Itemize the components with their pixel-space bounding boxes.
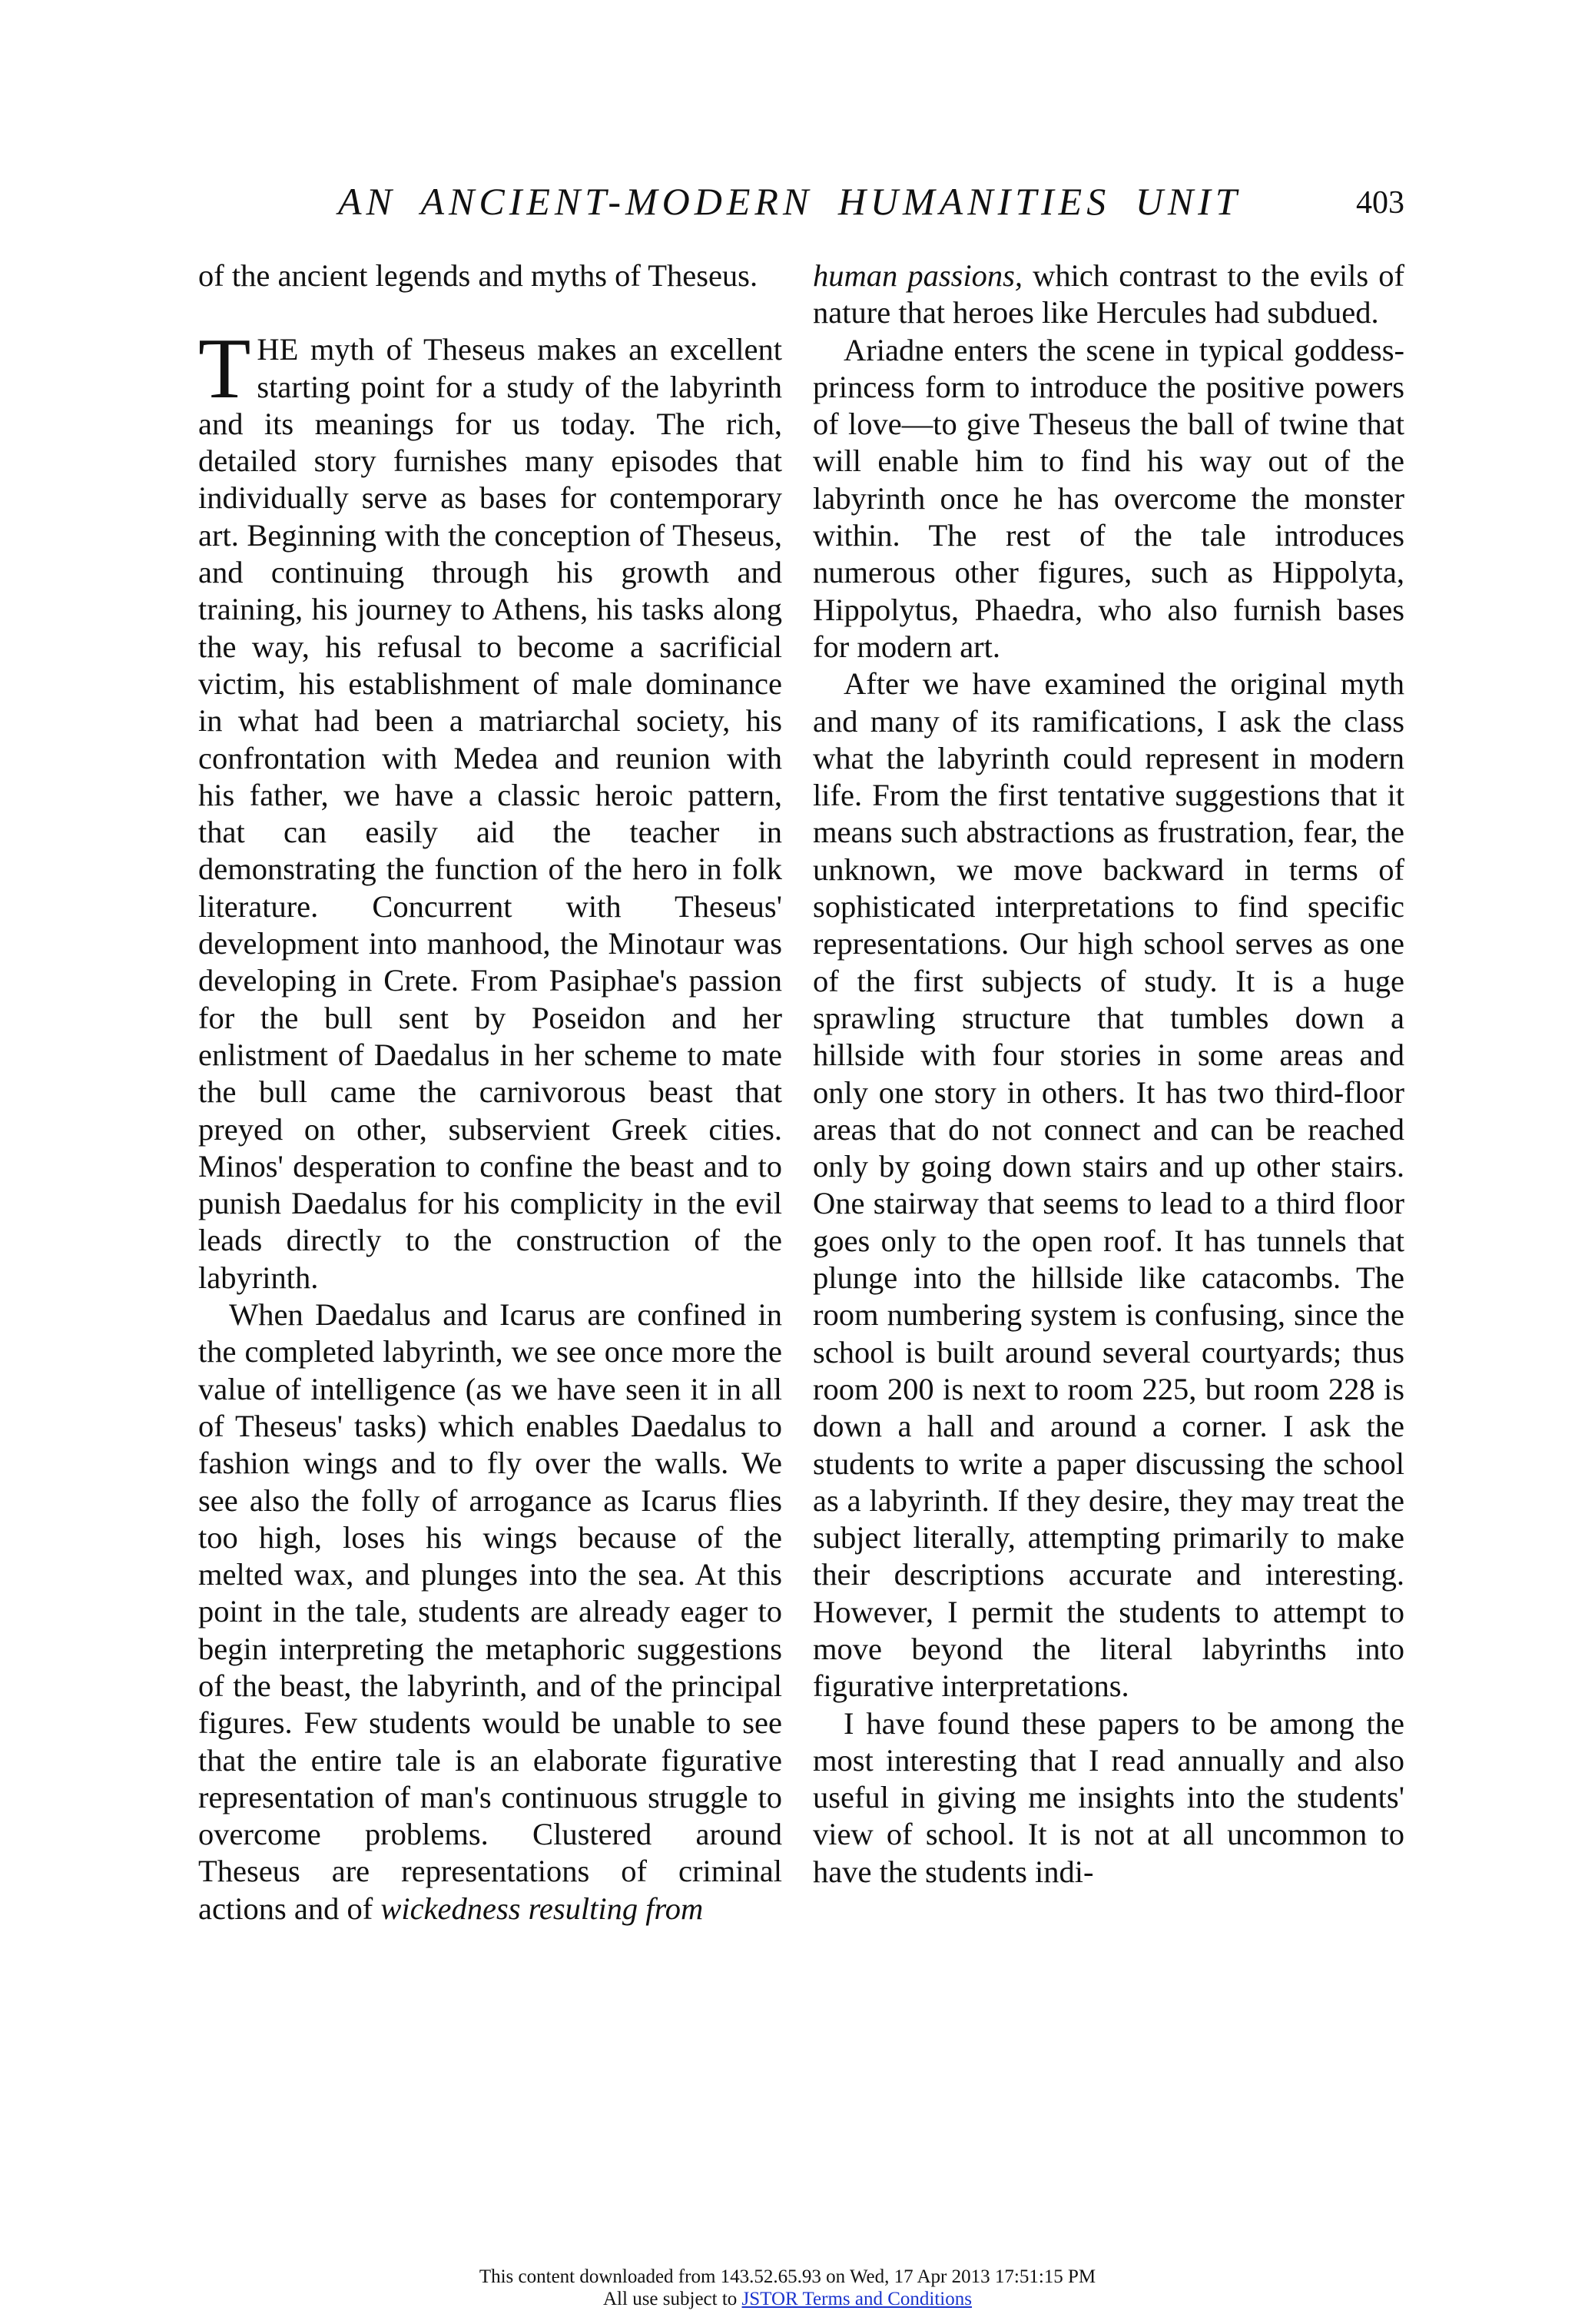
left-paragraph-3-italic: wickedness resulting from — [380, 1891, 704, 1926]
left-column — [198, 257, 782, 1927]
right-paragraph-3: After we have examined the original myth and many of its ramifications, I ask the class what the labyrinth could represent in modern life. From the first tentative suggestions that it means such abstractions as frustration, fear, the unknown, we move backward in terms of sophisticated interpretations to find specific representations. Our high school serves as one of the first subjects of study. It is a huge sprawling structure that tumbles down a hillside with four stories in some areas and only one story in others. It has two third-floor areas that do not connect and can be reached only by going down stairs and up other stairs. One stairway that seems to lead to a third floor goes only to the open roof. It has tunnels that plunge into the hillside like catacombs. The room numbering system is confusing, since the school is built around several courtyards; thus room 200 is next to room 225, but room 228 is down a hall and around a corner. I ask the students to write a paper discussing the school as a labyrinth. If they desire, they may treat the subject literally, attempting primarily to make their descriptions accurate and interesting. However, I permit the students to attempt to move beyond the literal labyrinths into figurative interpretations. — [813, 666, 1404, 1704]
right-paragraph-1 — [813, 257, 1404, 332]
page-number: 403 — [1356, 185, 1404, 221]
jstor-terms-link[interactable]: JSTOR Terms and Conditions — [741, 2289, 972, 2309]
left-paragraph-1: of the ancient legends and myths of Theseus. — [198, 258, 758, 293]
footer-terms-line — [0, 2288, 1575, 2310]
right-paragraph-2: Ariadne enters the scene in typical goddess-princess form to introduce the positive powers of love—to give Theseus the ball of twine that will enable him to find his way out of the labyrinth once he has overcome the monster within. The rest of the tale introduces numerous other figures, such as Hippolyta, Hippolytus, Phaedra, who also furnish bases for modern art. — [813, 332, 1404, 664]
left-paragraph-3-text: When Daedalus and Icarus are confined in the completed labyrinth, we see once more the value of intelligence (as we have seen it in all of Theseus' tasks) which enables Daedalus to fashion wings and to fly over the walls. We see also the folly of arrogance as Icarus flies too high, loses his wings because of the melted wax, and plunges into the sea. At this point in the tale, students are already eager to begin interpreting the metaphoric suggestions of the beast, the labyrinth, and of the principal figures. Few students would be unable to see that the entire tale is an elaborate figurative representation of man's continuous struggle to overcome problems. Clustered around Theseus are representations of criminal actions and of — [198, 1297, 782, 1926]
left-paragraph-2 — [198, 321, 782, 1296]
left-paragraph-3 — [198, 1296, 782, 1927]
right-paragraph-1-italic: human passions, — [813, 258, 1023, 293]
running-head-title: AN ANCIENT-MODERN HUMANITIES UNIT — [338, 180, 1242, 223]
jstor-footer — [0, 2266, 1575, 2310]
footer-terms-prefix: All use subject to — [603, 2289, 738, 2309]
left-paragraph-2-text: HE myth of Theseus makes an excellent starting point for a study of the labyrinth and its meanings for us today. The rich, detailed story furnishes many episodes that individually serve as bases for contemporary art. Beginning with the conception of Theseus, and continuing through his growth and training, his journey to Athens, his tasks along the way, his refusal to become a sacrificial victim, his establishment of male dominance in what had been a matriarchal society, his confrontation with Medea and reunion with his father, we have a classic heroic pattern, that can easily aid the teacher in demonstrating the function of the hero in folk literature. Concurrent with Theseus' development into manhood, the Minotaur was developing in Crete. From Pasiphae's passion for the bull sent by Poseidon and her enlistment of Daedalus in her scheme to mate the bull came the carnivorous beast that preyed on other, subservient Greek cities. Minos' desperation to confine the beast and to punish Daedalus for his complicity in the evil leads directly to the construction of the labyrinth. — [198, 332, 782, 1295]
footer-download-line: This content downloaded from 143.52.65.93 on Wed, 17 Apr 2013 17:51:15 PM — [479, 2266, 1096, 2287]
right-paragraph-1-text: which contrast to the evils of nature that heroes like Hercules had subdued. — [813, 258, 1405, 330]
right-column — [813, 257, 1404, 1891]
right-paragraph-4: I have found these papers to be among the most interesting that I read annually and also useful in giving me insights into the students' view of school. It is not at all uncommon to have the students indi- — [813, 1705, 1404, 1889]
drop-cap: T — [198, 321, 251, 417]
